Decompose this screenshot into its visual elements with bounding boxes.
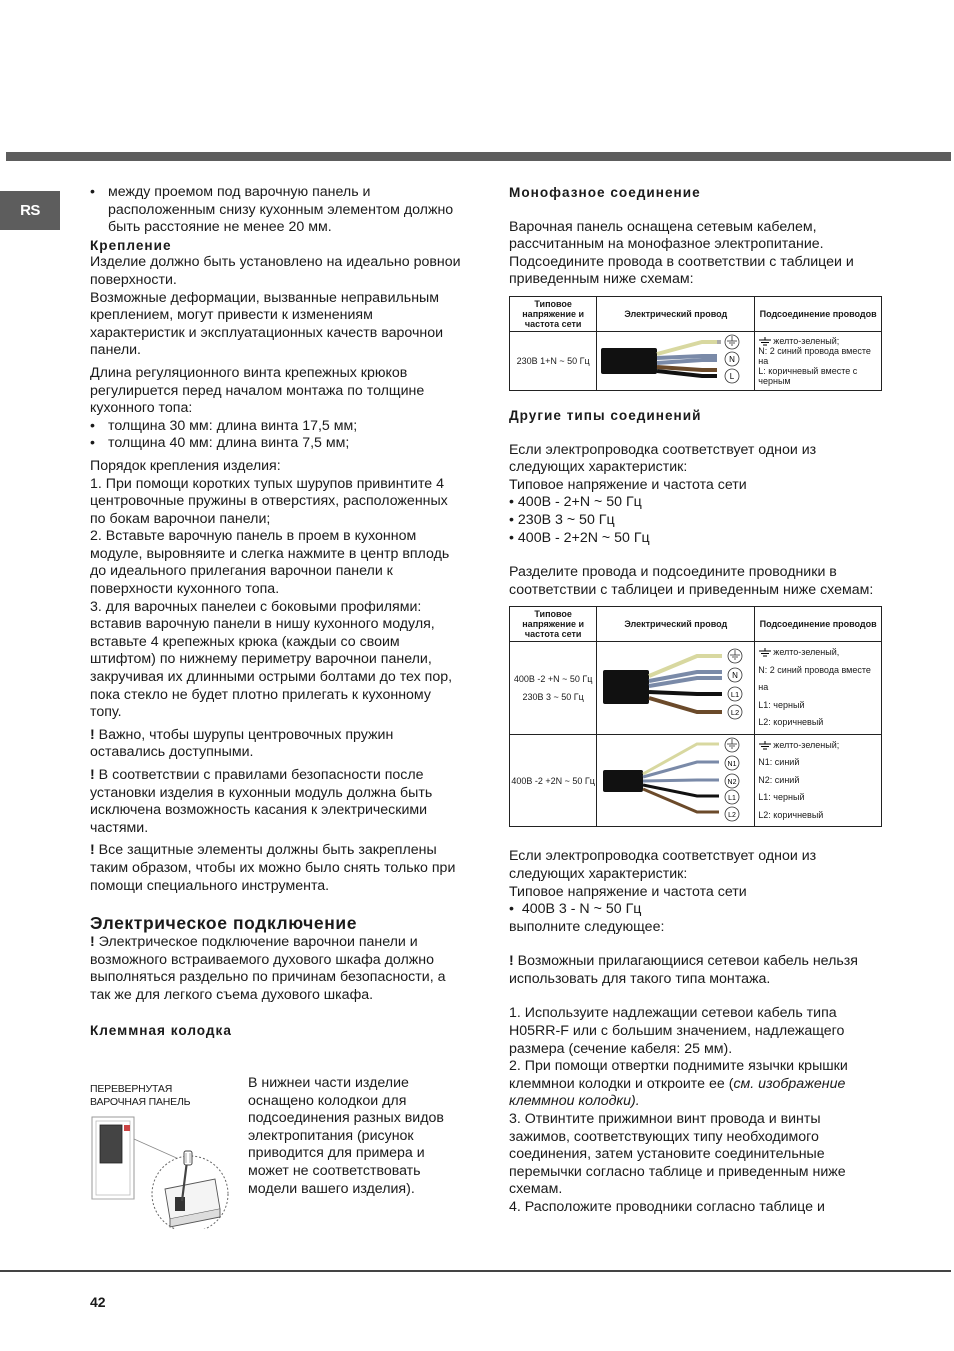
ground-icon: [758, 741, 772, 750]
conn-line: N1: синий: [758, 757, 800, 768]
electrical-text: Электрическое подключение варочнои панели и возможного встраиваемого духового шкафа должно выполняться раздельно по причинам безопасности, а так же для легкого съема духового шкафа.: [90, 934, 446, 1003]
warning-text: Все защитные элементы должны быть закреплены таким образом, чтобы их можно было снять только при помощи специального инструмента.: [90, 842, 456, 894]
terminal-label: N1: [727, 760, 737, 768]
step-text: 2. При помощи отвертки поднимите язычки крышки клеммнои колодки и откроите ее (: [509, 1058, 848, 1092]
col-header-wire: Электрический провод: [597, 607, 755, 642]
terminal-label: L2: [731, 708, 740, 718]
col-header-voltage: Типовое напряжение и частота сети: [510, 296, 597, 331]
conn-line: L2: коричневый: [758, 717, 824, 728]
wire-diagram-cell: [597, 331, 755, 390]
terminal-label: L: [730, 371, 735, 381]
conn-line: [758, 644, 878, 662]
screw-bullet: • толщина 40 мм: длина винта 7,5 мм;: [90, 435, 350, 452]
header-bar: [6, 152, 951, 161]
terminal-block-heading: Клеммная колодка: [90, 1022, 232, 1038]
warning-text: Важно, чтобы шурупы центровочных пружин оставались доступными.: [90, 726, 394, 761]
language-tab: RS: [0, 191, 60, 230]
voltage-cell: [510, 642, 597, 735]
mount-paragraph-1: Изделие должно быть установлено на идеально ровнои поверхности.: [90, 254, 461, 288]
monophase-heading: Монофазное соединение: [509, 185, 701, 200]
terminal-label: N: [729, 354, 736, 364]
terminal-block-text: В нижнеи части изделие оснащено колодкои для подсоединения разных видов электропитания (рисунок приводится для примера и может не соответствовать модели вашего изделия).: [248, 1075, 444, 1197]
ground-icon: [758, 337, 772, 346]
inverted-hob-illustration: [90, 1109, 240, 1229]
two-phase-two-neutral-wiring-diagram: [597, 736, 754, 824]
conn-line: L1: черный: [758, 792, 805, 803]
terminal-label: L1: [731, 690, 740, 700]
intro-bullet-text: между проемом под варочную панель и расположенным снизу кухонным элементом должно быть расстояние не менее 20 мм.: [108, 184, 454, 236]
voltage-text: 400В -2 +N ~ 50 Гц: [513, 674, 593, 685]
warning-2: [90, 767, 462, 837]
voltage-option: • 400В - 2+2N ~ 50 Гц: [509, 529, 650, 546]
col-header-wire: Электрический провод: [597, 296, 755, 331]
install-step-4: 4. Расположите проводники согласно таблице и: [509, 1199, 825, 1215]
conn-line: L: коричневый вместе с черным: [758, 366, 858, 387]
table-header-row: [510, 607, 882, 642]
intro-bullet: • между проемом под варочную панель и расположенным снизу кухонным элементом должно быть расстояние не менее 20 мм.: [90, 184, 454, 236]
mount-heading: Крепление: [90, 237, 172, 253]
order-title: Порядок крепления изделия:: [90, 457, 281, 474]
conn-line: [758, 336, 878, 346]
warning-mark: !: [90, 934, 95, 951]
screw-bullet: • толщина 30 мм: длина винта 17,5 мм;: [90, 417, 358, 434]
voltage-option-text: 400В 3 - N ~ 50 Гц: [521, 901, 642, 918]
terminal-label: L2: [728, 811, 737, 819]
warning-mark: !: [90, 842, 95, 859]
order-step: 2. Вставьте варочную панель в проем в кухонном модуле, выровняите и слегка нажмите в центр вплодь до идеального прилегания варочнои панели к поверхности кухонного топа.: [90, 528, 450, 598]
page-number: 42: [90, 1294, 106, 1310]
voltage-option: • 230В 3 ~ 50 Гц: [509, 511, 615, 528]
conn-text: желто-зеленый;: [773, 335, 840, 346]
other-connections-heading: Другие типы соединений: [509, 407, 702, 423]
split-paragraph: Разделите провода и подсоедините проводники в соответствии с таблицеи и приведенным ниже схемам:: [509, 564, 874, 598]
mount-paragraph-2: Возможные деформации, вызванные неправильным креплением, могут привести к изменениям характеристик и эксплуатационных качеств варочнои панели.: [90, 289, 444, 359]
wire-diagram-cell: [597, 642, 755, 735]
third-paragraph: Если электропроводка соответствует однои из следующих характеристик:: [509, 848, 817, 882]
voltage-option-text: 400В - 2+N ~ 50 Гц: [517, 494, 642, 511]
step-italic-text: см. изображение клеммнои колодки).: [509, 1075, 846, 1110]
figure-caption: ВАРОЧНАЯ ПАНЕЛЬ: [90, 1096, 191, 1108]
order-step: 3. для варочных панелеи с боковыми профилями: вставив варочную панели в нишу кухонного модуля, вставьте 4 крепежных крюка (каждыи со своим штифтом) по нижнему периметру варочнои панели, закручивая их длинными острыми болтами до тех пор, пока стекло не будет плотно прилегать к кухонному топу.: [90, 598, 453, 721]
table-row: [510, 331, 882, 390]
conn-line: N2: синий: [758, 774, 800, 785]
warning-mark: !: [90, 767, 95, 783]
voltage-option: • 400В 3 - N ~ 50 Гц: [509, 901, 642, 918]
warning-mark: !: [509, 953, 514, 970]
conn-line: N: 2 синий провода вместе на: [758, 664, 871, 693]
terminal-label: N: [732, 671, 739, 681]
single-phase-wiring-diagram: [597, 332, 754, 388]
warning-text: В соответствии с правилами безопасности после установки изделия в кухонныи модуль должна быть исключена возможность касания к электрическими частями.: [90, 767, 433, 836]
voltage-option-text: 400В - 2+2N ~ 50 Гц: [517, 529, 650, 546]
screw-bullet-text: толщина 40 мм: длина винта 7,5 мм;: [108, 435, 350, 452]
terminal-block-figure: [90, 1083, 240, 1228]
do-following: выполните следующее:: [509, 918, 665, 935]
footer-rule: [0, 1270, 951, 1272]
typical-voltage-label: Типовое напряжение и частота сети: [509, 476, 747, 493]
install-step-3: 3. Отвинтите прижимнои винт провода и винты зажимов, соответствующих типу необходимого соединения, затем установите соединительные перемычки согласно таблице и приведенным ниже схемам.: [509, 1111, 846, 1198]
voltage-option: • 400В - 2+N ~ 50 Гц: [509, 494, 642, 511]
table-row: [510, 734, 882, 827]
voltage-cell: 400В -2 +2N ~ 50 Гц: [510, 734, 597, 827]
monophase-wiring-table: [509, 296, 882, 391]
conn-line: [758, 737, 878, 755]
warning-text: Возможныи прилагающиися сетевои кабель нельзя использовать для такого типа монтажа.: [509, 953, 858, 987]
connection-cell: [755, 642, 882, 735]
wire-diagram-cell: [597, 734, 755, 827]
terminal-label: L1: [728, 794, 737, 802]
ground-icon: [758, 648, 772, 657]
col-header-connection: Подсоединение проводов: [755, 607, 882, 642]
conn-line: L2: коричневый: [758, 809, 824, 820]
install-step-2: [509, 1058, 885, 1111]
monophase-paragraph: Варочная панель оснащена сетевым кабелем, рассчитанным на монофазное электропитание. Подсоедините провода в соответствии с таблицеи и приведенным ниже схемам:: [509, 218, 854, 288]
electrical-paragraph: [90, 934, 462, 1004]
connection-cell: [755, 734, 882, 827]
conn-text: желто-зеленый;: [773, 739, 840, 750]
figure-caption: ПЕРЕВЕРНУТАЯ: [90, 1083, 173, 1095]
conn-line: N: 2 синий провода вместе на: [758, 346, 871, 367]
voltage-option-text: 230В 3 ~ 50 Гц: [517, 511, 615, 528]
col-header-connection: Подсоединение проводов: [755, 296, 882, 331]
order-step: 1. При помощи коротких тупых шурупов привинтите 4 центровочные пружины в отверстиях, расположенных по бокам варочнои панели;: [90, 475, 448, 527]
left-column: [90, 184, 462, 1039]
col-header-voltage: Типовое напряжение и частота сети: [510, 607, 597, 642]
voltage-text: 230В 3 ~ 50 Гц: [522, 692, 584, 703]
warning-3: [90, 842, 462, 895]
right-column: [509, 184, 885, 1217]
warning-1: [90, 727, 462, 762]
electrical-heading: Электрическое подключение: [90, 913, 358, 934]
typical-voltage-label: Типовое напряжение и частота сети: [509, 883, 747, 900]
terminal-label: N2: [727, 778, 737, 786]
warning-mark: !: [90, 726, 95, 743]
install-step-1: 1. Используите надлежащии сетевои кабель типа H05RR-F или с большим значением, надлежащего размера (сечение кабеля: 25 мм).: [509, 1005, 845, 1057]
cable-warning: [509, 953, 885, 988]
connection-cell: [755, 331, 882, 390]
screw-intro: Длина регуляционного винта крепежных крюков регулирuется перед началом монтажа по толщине кухонного топа:: [90, 364, 425, 417]
two-phase-wiring-diagram: [597, 644, 754, 730]
conn-line: L1: черный: [758, 699, 805, 710]
multiphase-wiring-table: [509, 606, 882, 827]
table-row: [510, 642, 882, 735]
voltage-cell: 230В 1+N ~ 50 Гц: [510, 331, 597, 390]
conn-text: желто-зеленый,: [773, 647, 840, 658]
screw-bullet-text: толщина 30 мм: длина винта 17,5 мм;: [108, 417, 358, 434]
other-paragraph: Если электропроводка соответствует однои из следующих характеристик:: [509, 441, 817, 476]
table-header-row: [510, 296, 882, 331]
